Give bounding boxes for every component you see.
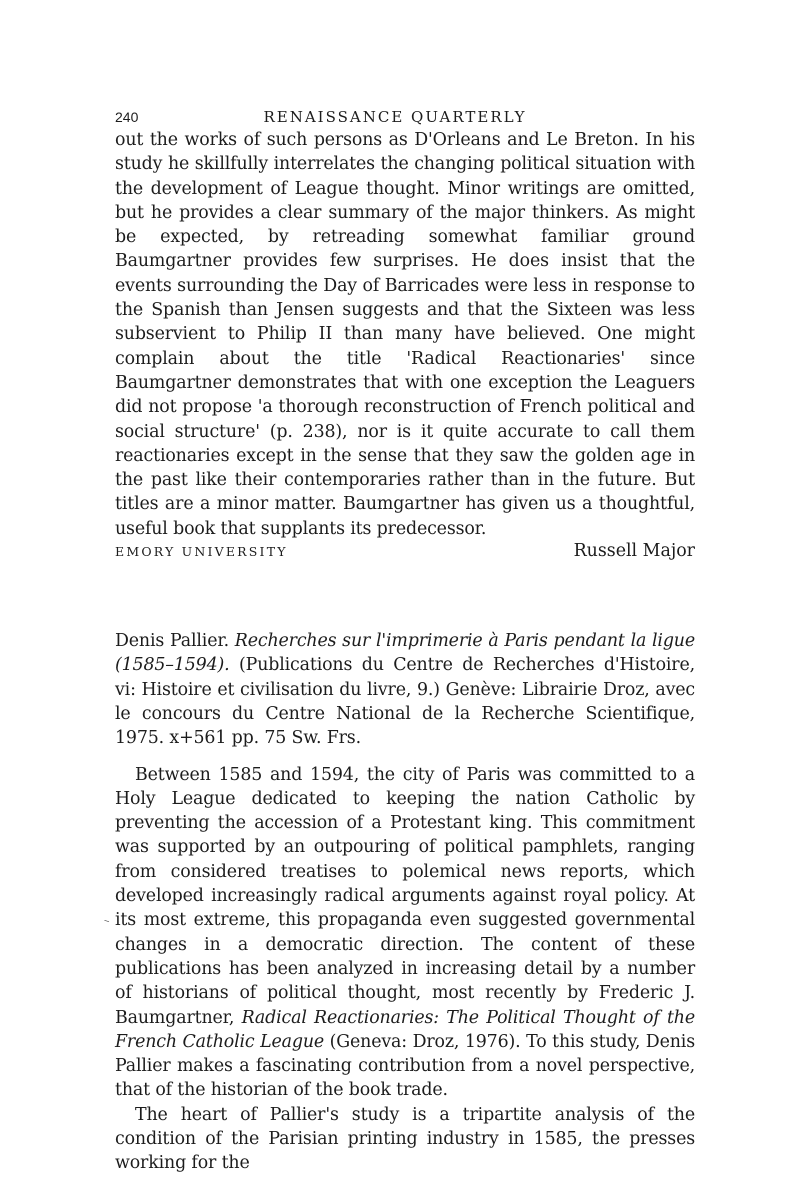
book-citation bbox=[115, 629, 695, 750]
paragraph-1-text-end: (Geneva: Droz, 1976). To this study, Denis Pallier makes a fascinating contribution from a novel perspective, that of the historian of the book trade. bbox=[115, 1031, 695, 1101]
referenced-book-title: Radical Reactionaries: The Political Thought of the French Catholic League bbox=[115, 1007, 695, 1052]
margin-mark: ⁻ bbox=[101, 915, 112, 931]
reviewer-affiliation: EMORY UNIVERSITY bbox=[115, 544, 288, 560]
journal-title: RENAISSANCE QUARTERLY bbox=[263, 108, 527, 126]
review-continuation-paragraph: out the works of such persons as D'Orleans and Le Breton. In his study he skillfully interrelates the changing political situation with the development of League thought. Minor writings are omitted, but he provides a clear summary of the major thinkers. As might be expected, by retreading somewhat familiar ground Baumgartner provides few surprises. He does insist that the events surrounding the Day of Barricades were less in response to the Spanish than Jensen suggests and that the Sixteen was less subservient to Philip II than many have believed. One might complain about the title 'Radical Reactionaries' since Baumgartner demonstrates that with one exception the Leaguers did not propose 'a thorough reconstruction of French political and social structure' (p. 238), nor is it quite accurate to call them reactionaries except in the sense that they saw the golden age in the past like their contemporaries rather than in the future. But titles are a minor matter. Baumgartner has given us a thoughtful, useful book that supplants its predecessor. bbox=[115, 130, 695, 539]
review-paragraph-1 bbox=[115, 763, 695, 1103]
review-signature bbox=[115, 541, 695, 561]
review-paragraph-2: The heart of Pallier's study is a tripartite analysis of the condition of the Parisian printing industry in 1585, the presses working for the bbox=[115, 1104, 695, 1174]
reviewer-name: Russell Major bbox=[573, 541, 695, 562]
citation-details: (Publications du Centre de Recherches d'Histoire, vi: Histoire et civilisation du livre, 9.) Genève: Librairie Droz, avec le concours du Centre National de la Recherche Scientifique, 1975. x+561 pp. 75 Sw. Frs. bbox=[115, 655, 695, 749]
paragraph-1-text: Between 1585 and 1594, the city of Paris was committed to a Holy League dedicated to keeping the nation Catholic by preventing the accession of a Protestant king. This commitment was supported by an outpouring of political pamphlets, ranging from considered treatises to polemical news reports, which developed increasingly radical arguments against royal policy. At its most extreme, this propaganda even suggested governmental changes in a democratic direction. The content of these publications has been analyzed in increasing detail by a number of historians of political thought, most recently by Frederic J. Baumgartner, bbox=[115, 764, 695, 1028]
running-header bbox=[115, 108, 695, 126]
page bbox=[115, 108, 695, 1176]
citation-author: Denis Pallier. bbox=[115, 631, 229, 652]
citation-title: Recherches sur l'imprimerie à Paris pendant la ligue (1585–1594). bbox=[115, 631, 695, 676]
page-number: 240 bbox=[115, 109, 139, 125]
